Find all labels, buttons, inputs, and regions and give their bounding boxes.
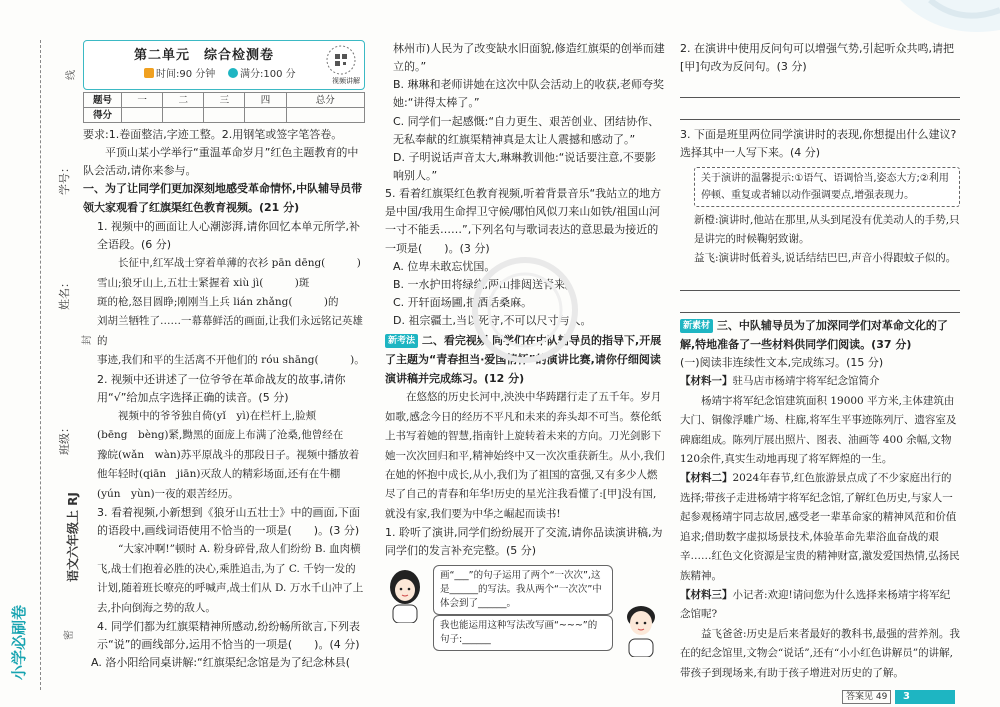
answer-line[interactable]: [680, 76, 960, 98]
table-cell: 题号: [84, 93, 122, 108]
exam-title: 第二单元 综合检测卷: [133, 48, 274, 63]
subject-label: 语文六年级上 RJ: [66, 492, 80, 582]
score-table-header: [84, 93, 365, 108]
passage-line: 刘胡兰牺牲了……一幕幕鲜活的画面,让我们永远铭记英雄的: [97, 315, 363, 347]
score-input[interactable]: [163, 108, 204, 123]
speech-bubble-1: 画“___”的句子运用了两个“一次次”,这是______的写法。我从两个“一次次”中体会到了______。: [433, 565, 613, 616]
time-limit: 时间:90 分钟: [156, 69, 216, 80]
passage-line: (yún yùn)一夜的艰苦经历。: [97, 487, 239, 500]
score-input[interactable]: [245, 108, 286, 123]
question-1-1: 1. 视频中的画面让人心潮澎湃,请你回忆本单元所学,补全语段。(6 分): [97, 219, 360, 251]
exam-meta: [144, 67, 296, 84]
table-cell: 二: [163, 93, 204, 108]
discussion-comic: [385, 565, 665, 665]
question-1-4: 4. 同学们都为红旗渠精神所感动,纷纷畅所欲言,下列表示“说”的画线部分,运用不恰当的一项是( )。(4 分): [97, 619, 360, 652]
passage-line: 豫皖(wǎn wàn)苏平原战斗的那段日子。视频中播放着: [97, 448, 360, 461]
material-3-reply: 益飞爸爸:历史是后来者最好的教科书,最强的营养剂。我在的纪念馆里,文物会“说话”,还有“小小红色讲解员”的讲解,带孩子到现场来,有助于孩子增进对历史的了解。: [680, 627, 960, 679]
q4-option-d: D. 子明说话声音太大,琳琳教训他:“说话要注意,不要影响别人。”: [393, 150, 656, 182]
material-text: 小记者:欢迎!请问您为什么选择来杨靖宇将军纪念馆呢?: [680, 588, 951, 621]
secret-label: 密: [64, 630, 75, 640]
question-1-5: 5. 看着红旗渠红色教育视频,听着背景音乐“我站立的地方是中国/我用生命捍卫守候/哪怕风似刀来山如铁/祖国山河一寸不能丢……”,下列名句与歌词表达的意思最为接近的一项是( )。(3 分): [385, 187, 662, 255]
q4-option-a-cont: 林州市)人民为了改变缺水旧面貌,修造红旗渠的创举而建立的。”: [393, 42, 665, 74]
section-3-heading: [680, 317, 960, 354]
passage-line: 雪山;狼牙山上,五壮士紧握着 xiù jì( )斑: [97, 276, 310, 289]
material-1-heading: [680, 372, 960, 391]
column-3: [680, 40, 960, 683]
full-score: 满分:100 分: [240, 69, 296, 80]
answer-line[interactable]: [680, 291, 960, 313]
score-input[interactable]: [204, 108, 245, 123]
material-label: 【材料一】: [680, 375, 733, 388]
table-cell: 得分: [84, 108, 122, 123]
q2-passage: [83, 407, 365, 504]
table-cell: 三: [204, 93, 245, 108]
score-icon: [228, 68, 238, 78]
passage-line: 长征中,红军战士穿着单薄的衣衫 pān dēng( ): [118, 257, 361, 270]
question-2-3: 3. 下面是班里两位同学演讲时的表现,你想提出什么建议?选择其中一人写下来。(4 分): [680, 128, 957, 160]
q5-option-d: D. 祖宗疆土,当以死守,不可以尺寸与人。: [393, 314, 592, 328]
subsection-1: (一)阅读非连续性文本,完成练习。(15 分): [680, 356, 884, 370]
girl-avatar-icon: [385, 567, 425, 623]
speech-passage: 在悠悠的历史长河中,泱泱中华踌躇行走了五千年。岁月如歌,感念今日的经历不平凡和未来的奔头却不可当。蔡伦纸上书写着她的智慧,指南针上旋转着未来的方向。刀光剑影下她一次次回归和平,精神始终中又一次次重获新生。从小,我们在她的怀抱中成长,从小,我们为了祖国的富强,又有多少人燃尽了自己的青春和年华!历史的星光注我看懂了:[甲]没有国,就没有家,我们要为中华之崛起而读书!: [385, 391, 665, 520]
q3-passage: “大家冲啊!”顿时 A. 粉身碎骨,敌人们纷纷 B. 血肉横飞,战士们抱着必胜的决心,乘胜追击,为了 C. 千钧一发的计划,随着班长嘹亮的呼喊声,战士们从 D. 万水千山冲了上去,扑向倒海之势的敌人。: [97, 543, 364, 614]
section-1-heading: 一、为了让同学们更加深刻地感受革命情怀,中队辅导员带领大家观看了红旗渠红色教育视频。(21 分): [83, 182, 363, 215]
passage-line: 事迹,我们和平的生活离不开他们的 róu shāng( )。: [97, 354, 365, 367]
question-2-2: 2. 在演讲中使用反问句可以增强气势,引起听众共鸣,请把[甲]句改为反问句。(3 分): [680, 42, 954, 74]
passage-line: 他年轻时(qiān jiān)灭敌人的精彩场面,还有在牛棚: [97, 468, 341, 481]
student-id-label: 学号：: [58, 162, 71, 195]
score-input[interactable]: [286, 108, 364, 123]
student-xinyi: 新橙:演讲时,他站在那里,从头到尾没有优美动人的手势,只是讲完的时候鞠躬致谢。: [694, 213, 960, 245]
answer-line[interactable]: [680, 98, 960, 120]
line-label: 线: [66, 70, 77, 80]
score-table-row: [84, 108, 365, 123]
passage-line: 视频中的爷爷独自倚(yǐ yì)在栏杆上,脸颊: [118, 409, 317, 422]
cut-line: [40, 40, 41, 690]
material-1: 杨靖宇将军纪念馆建筑面积 19000 平方米,主体建筑由大门、铜像浮雕广场、柱廊,将军生平事迹陈列厅、遗容室及碑廊组成。陈列厅展出照片、图表、油画等 400 余幅,文物120余件,真实生动地再现了将军辉煌的一生。: [680, 394, 957, 466]
watermark-seal: [470, 255, 580, 365]
material-label: 【材料二】: [680, 472, 733, 485]
score-input[interactable]: [122, 108, 163, 123]
brand-logo: 小学必刷卷: [10, 604, 28, 680]
material-title: 驻马店市杨靖宇将军纪念馆简介: [732, 375, 880, 388]
material-3: [680, 586, 960, 625]
speech-bubble-2: 我也能运用这种写法改写画“~~~”的句子:______: [433, 615, 613, 652]
question-1-3: 3. 看着视频,小新想到《狼牙山五壮士》中的画面,下面的语段中,画线词语使用不恰当的一项是( )。(3 分): [97, 506, 360, 538]
answer-line[interactable]: [680, 269, 960, 291]
requirements: 要求:1.卷面整洁,字迹工整。2.用钢笔或签字笔答卷。: [83, 128, 343, 141]
new-material-tag: 新素材: [680, 319, 713, 333]
table-cell: 总分: [286, 93, 364, 108]
video-qr-icon[interactable]: [326, 45, 356, 75]
answer-reference: 答案见 49: [842, 690, 891, 704]
score-table: [83, 92, 365, 123]
title-box: [83, 40, 365, 90]
passage-line: 斑的枪,怒目圆睁;刚刚当上兵 lián zhǎng( )的: [97, 295, 339, 308]
material-label: 【材料三】: [680, 588, 733, 601]
student-yiming: 益飞:演讲时低着头,说话结结巴巴,声音小得跟蚊子似的。: [694, 252, 957, 265]
seal-label: 封: [82, 335, 93, 345]
q1-passage: [83, 254, 365, 371]
question-2-1: 1. 聆听了演讲,同学们纷纷展开了交流,请你品读演讲稿,为同学们的发言补充完整。(5 分): [385, 526, 663, 558]
material-2: [680, 469, 960, 586]
q4-option-b: B. 琳琳和老师讲她在这次中队会活动上的收获,老师夸奖她:“讲得太棒了。”: [393, 78, 665, 110]
table-cell: 一: [122, 93, 163, 108]
material-text: 2024年春节,红色旅游景点成了不少家庭出行的选择;带孩子走进杨靖宇将军纪念馆,了解红色历史,与家人一起参观杨靖宇同志故居,感受老一辈革命家的精神风范和价值追求;借助数字虚拟场景技术,体验革命先辈浴血奋战的艰辛……红色文化资源是宝贵的精神财富,激发爱国热情,弘扬民族精神。: [680, 472, 960, 582]
q5-option-c: C. 开轩面场圃,把酒话桑麻。: [393, 295, 533, 309]
section-3-text: 三、中队辅导员为了加深同学们对革命文化的了解,特地准备了一些材料供同学们阅读。(37 分): [680, 318, 948, 351]
q4-option-a: A. 洛小阳给同桌讲解:“红旗渠纪念馆是为了纪念林县(: [91, 656, 351, 670]
qr-label: 视频讲解: [332, 77, 360, 85]
column-1: [83, 40, 365, 672]
q5-option-b: B. 一水护田将绿绕,两山排闼送青来。: [393, 277, 577, 291]
speech-tips-box: 关于演讲的温馨提示:①语气、语调恰当,姿态大方;②利用停顿、重复或者辅以动作强调要点,增强表现力。: [694, 167, 960, 207]
name-label: 姓名：: [58, 277, 71, 310]
class-label: 班级：: [58, 422, 71, 455]
passage-line: (bēng bèng)紧,黝黑的面庞上布满了沧桑,他曾经在: [97, 429, 344, 442]
intro: 平顶山某小学举行“重温革命岁月”红色主题教育的中队会活动,请你来参与。: [83, 146, 359, 178]
section-2-text: 二、看完视频,同学们在中队辅导员的指导下,开展了主题为“青春担当·爱国情怀”的演讲比赛,请你仔细阅读演讲稿并完成练习。(12 分): [385, 334, 662, 385]
q4-option-c: C. 同学们一起感慨:“自力更生、艰苦创业、团结协作、无私奉献的红旗渠精神真是太让人震撼和感动了。”: [393, 114, 660, 146]
question-1-2: 2. 视频中还讲述了一位爷爷在革命战友的故事,请你用“√”给加点字选择正确的读音。(5 分): [97, 372, 346, 404]
table-cell: 四: [245, 93, 286, 108]
q5-option-a: A. 位卑未敢忘忧国。: [393, 259, 496, 273]
new-method-tag: 新考法: [385, 334, 418, 348]
clock-icon: [144, 68, 154, 78]
page-number: 3: [895, 690, 955, 704]
binding-strip: [0, 0, 93, 707]
boy-avatar-icon: [621, 601, 661, 657]
